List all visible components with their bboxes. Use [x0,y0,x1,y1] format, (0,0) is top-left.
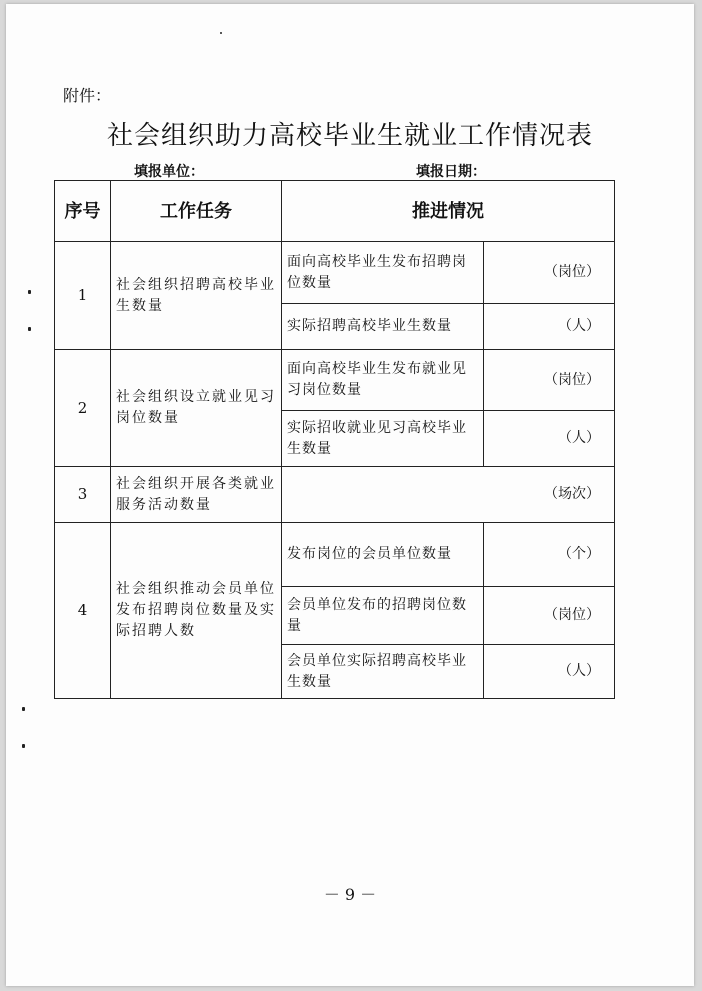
row-number: 4 [55,523,111,699]
work-status-table [54,180,615,699]
item-unit[interactable]: （岗位） [484,350,615,411]
row-number: 2 [55,350,111,467]
item-unit[interactable]: （岗位） [484,242,615,304]
table-row [55,523,615,587]
page-number: － 9 － [323,885,377,904]
item-label: 会员单位实际招聘高校毕业生数量 [282,645,484,699]
item-label: 会员单位发布的招聘岗位数量 [282,587,484,645]
item-label: 面向高校毕业生发布就业见习岗位数量 [282,350,484,411]
row-number: 3 [55,467,111,523]
table-header-row [55,181,615,242]
item-label: 面向高校毕业生发布招聘岗位数量 [282,242,484,304]
scan-speck [28,290,31,294]
item-unit[interactable]: （人） [484,411,615,467]
task-cell: 社会组织设立就业见习岗位数量 [111,350,282,467]
header-task: 工作任务 [111,181,282,242]
item-unit[interactable]: （个） [484,523,615,587]
task-cell: 社会组织推动会员单位发布招聘岗位数量及实际招聘人数 [111,523,282,699]
row-number: 1 [55,242,111,350]
item-unit[interactable]: （场次） [282,467,615,523]
table-row [55,467,615,523]
header-no: 序号 [55,181,111,242]
scan-speck [22,744,25,748]
item-unit[interactable]: （岗位） [484,587,615,645]
document-page [6,4,694,986]
item-unit[interactable]: （人） [484,645,615,699]
item-label: 发布岗位的会员单位数量 [282,523,484,587]
task-cell: 社会组织开展各类就业服务活动数量 [111,467,282,523]
page-title: 社会组织助力高校毕业生就业工作情况表 [106,121,593,151]
attachment-label: 附件： [63,86,112,105]
table-row [55,350,615,411]
task-cell: 社会组织招聘高校毕业生数量 [111,242,282,350]
header-progress: 推进情况 [282,181,615,242]
table-row [55,242,615,304]
item-unit[interactable]: （人） [484,304,615,350]
item-label: 实际招收就业见习高校毕业生数量 [282,411,484,467]
fill-date-label: 填报日期： [416,164,486,180]
scan-speck [22,707,25,711]
fill-unit-label: 填报单位： [134,164,204,180]
scan-speck [220,32,222,34]
item-label: 实际招聘高校毕业生数量 [282,304,484,350]
scan-speck [28,327,31,331]
